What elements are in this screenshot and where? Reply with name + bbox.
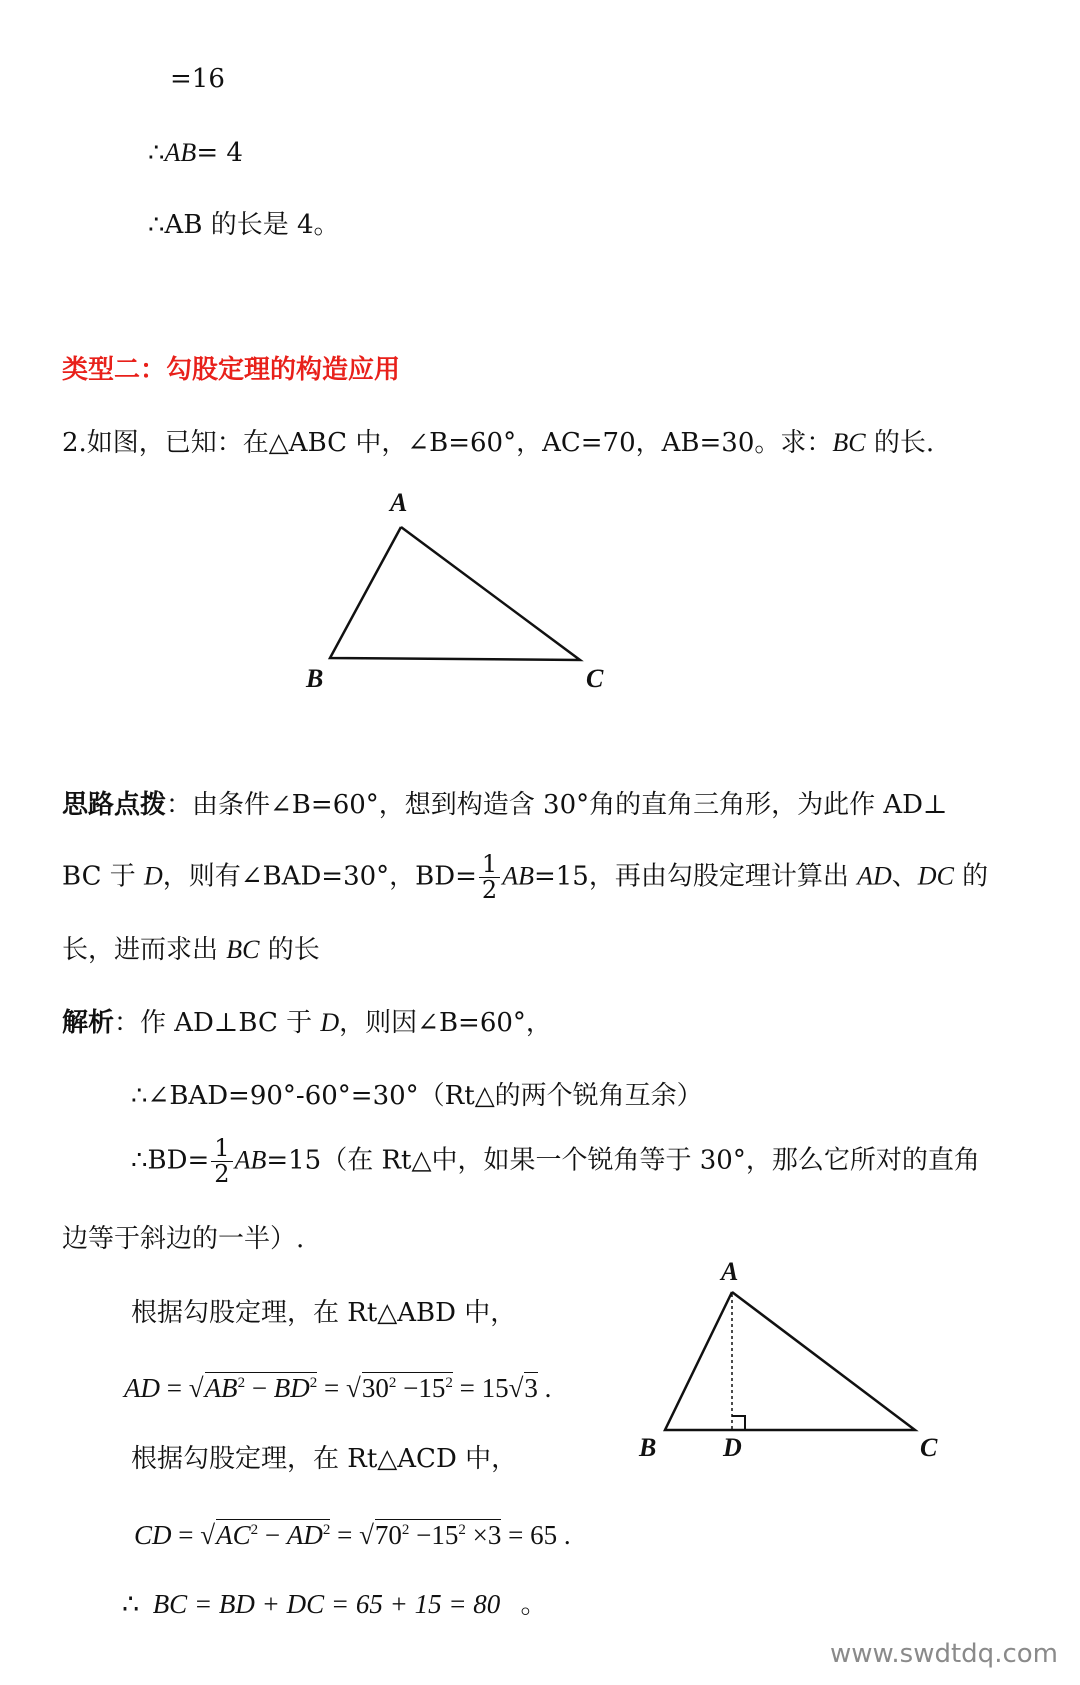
solution-line-4: 边等于斜边的一半）.	[62, 1224, 305, 1254]
vertex-label-b: B	[306, 664, 324, 693]
var-bc: BC	[832, 428, 866, 457]
var-ac: AC	[216, 1520, 251, 1550]
problem-text-end: 的长.	[865, 428, 935, 458]
hint-text-3a: 长，进而求出	[62, 935, 227, 965]
exponent: 2	[309, 1375, 318, 1391]
conclusion-line	[148, 140, 243, 166]
triangle-abc	[665, 1292, 915, 1430]
var-dc: DC	[917, 861, 954, 891]
period: 。	[520, 1589, 548, 1619]
solution-line-5: 根据勾股定理，在 Rt△ABD 中，	[131, 1298, 517, 1328]
solution-text-1b: ，则因∠B=60°，	[339, 1008, 552, 1038]
problem-statement	[62, 430, 934, 456]
equation-cd: CD = $√AC^2 - AD^2 = √70^2 -15^2 \times 3 = 65$ .	[134, 1520, 571, 1550]
vertex-label-a: A	[390, 488, 408, 517]
vertex-label-b: B	[639, 1433, 657, 1462]
exponent: 2	[237, 1375, 246, 1391]
exponent: 2	[250, 1522, 259, 1538]
section-heading: 类型二：勾股定理的构造应用	[62, 355, 401, 385]
fraction-half	[479, 852, 500, 903]
hint-text-2b: ，则有∠BAD=30°，BD=	[162, 861, 477, 892]
hint-text-3b: 的长	[259, 935, 320, 965]
final-equation: BC = BD + DC = 65 + 15 = 80	[152, 1589, 501, 1619]
vertex-label-d: D	[723, 1433, 742, 1462]
var-ab: AB	[502, 861, 534, 891]
var-ab: AB	[204, 1373, 238, 1403]
vertex-label-c: C	[920, 1433, 938, 1462]
period: .	[537, 1373, 552, 1403]
number: 15	[431, 1520, 459, 1550]
sqrt-ab-bd	[205, 1372, 318, 1402]
exponent: 2	[388, 1375, 397, 1391]
equals-sign: =	[330, 1520, 360, 1550]
equals-sign: =	[171, 1520, 201, 1550]
exponent: 2	[445, 1375, 453, 1391]
number: 70	[374, 1520, 402, 1550]
minus-sign: −	[245, 1373, 274, 1403]
therefore-symbol: ∴	[148, 138, 165, 168]
triangle-abc	[330, 527, 580, 660]
number: 30	[361, 1373, 389, 1403]
fraction-denominator: 2	[214, 1160, 230, 1189]
hint-text-2a: BC 于	[62, 861, 145, 892]
hint-line-2	[62, 852, 988, 903]
solution-label: 解析	[62, 1008, 115, 1038]
sqrt-ac-ad	[216, 1519, 330, 1549]
equals-sign: =	[317, 1373, 347, 1403]
equation-ad: AD = $√AB^2 - BD^2 = √30^2 -15^2 = 15√3$ .	[124, 1373, 552, 1403]
multiplier: ×3	[465, 1520, 502, 1550]
triangle-figure-2	[630, 1250, 960, 1475]
var-ad: AD	[286, 1520, 323, 1550]
var-ab: AB	[234, 1145, 267, 1175]
sqrt-30-15	[362, 1372, 453, 1402]
vertex-label-c: C	[586, 664, 604, 693]
period: .	[557, 1520, 571, 1550]
separator: 、	[891, 861, 918, 892]
minus-sign: −	[396, 1373, 419, 1403]
solution-line-6: 根据勾股定理，在 Rt△ACD 中，	[131, 1444, 518, 1474]
number: 15	[418, 1373, 446, 1403]
solution-text-3b: =15（在 Rt△中，如果一个锐角等于 30°，那么它所对的直角	[266, 1145, 980, 1176]
var-d: D	[320, 1008, 340, 1037]
solution-line-2: ∴∠BAD=90°-60°=30°（Rt△的两个锐角互余）	[131, 1081, 703, 1111]
fraction-denominator: 2	[481, 876, 498, 905]
hint-label: 思路点拨	[62, 790, 167, 820]
site-watermark: www.swdtdq.com	[830, 1639, 1058, 1669]
exponent: 2	[322, 1522, 331, 1538]
minus-sign: −	[409, 1520, 432, 1550]
fraction-numerator: 1	[211, 1136, 232, 1162]
triangle-figure-1	[290, 480, 630, 700]
sqrt-3: 3	[524, 1373, 538, 1403]
exponent: 2	[401, 1522, 410, 1538]
var-ad: AD	[124, 1373, 160, 1403]
var-cd: CD	[134, 1520, 172, 1550]
var-ad: AD	[857, 861, 892, 891]
var-bd: BD	[273, 1373, 310, 1403]
vertex-label-a: A	[721, 1257, 739, 1286]
result: = 15	[452, 1373, 509, 1403]
result: = 65	[501, 1520, 558, 1550]
sqrt-70-15	[375, 1519, 501, 1549]
hint-line-3	[62, 937, 320, 963]
solution-text-3a: ∴BD=	[131, 1145, 210, 1176]
var-d: D	[144, 861, 163, 891]
solution-line-3	[131, 1136, 980, 1187]
equation-line: =16	[170, 64, 225, 94]
solution-text-1a: ：作 AD⊥BC 于	[114, 1008, 321, 1038]
therefore-symbol: ∴	[122, 1589, 140, 1619]
hint-line-1	[62, 792, 947, 818]
answer-line: ∴AB 的长是 4。	[148, 210, 340, 240]
value-text: = 4	[196, 138, 243, 168]
hint-text-2c: =15，再由勾股定理计算出	[533, 861, 858, 892]
solution-line-1	[62, 1010, 552, 1036]
hint-text-2d: 的	[953, 861, 989, 892]
hint-text-1: ：由条件∠B=60°，想到构造含 30°角的直角三角形，为此作 AD⊥	[166, 790, 948, 820]
equals-sign: =	[160, 1373, 189, 1403]
var-ab: AB	[164, 138, 197, 167]
problem-text: 2.如图，已知：在△ABC 中，∠B=60°，AC=70，AB=30。求：	[62, 428, 833, 458]
equation-bc	[122, 1591, 548, 1618]
var-bc: BC	[226, 935, 260, 964]
exponent: 2	[458, 1522, 466, 1538]
right-angle-marker	[732, 1416, 745, 1429]
fraction-half	[211, 1136, 232, 1187]
fraction-numerator: 1	[479, 852, 500, 878]
minus-sign: −	[258, 1520, 287, 1550]
